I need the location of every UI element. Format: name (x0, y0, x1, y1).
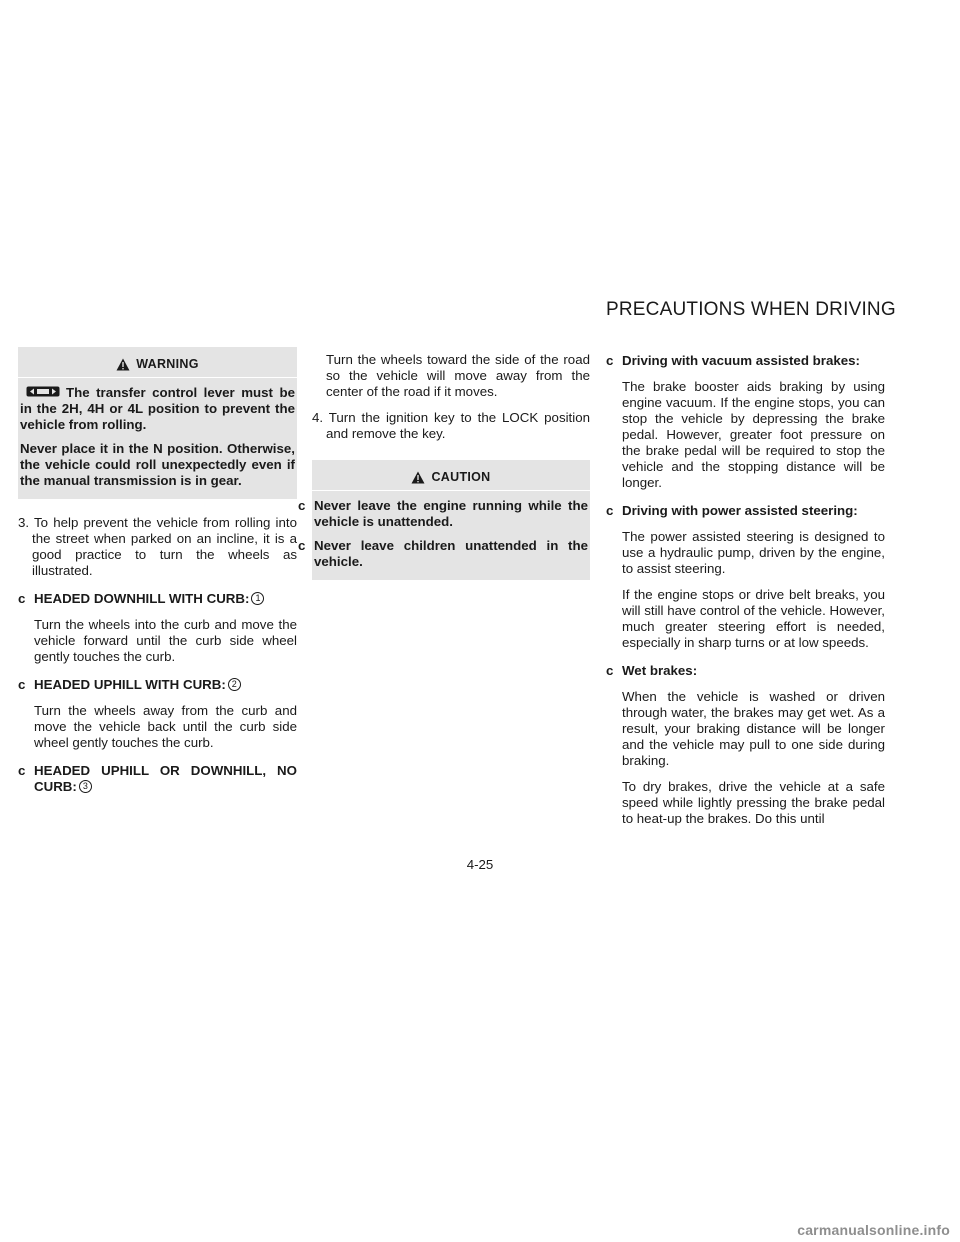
vacuum-brakes-heading (606, 353, 885, 369)
warning-triangle-icon (116, 358, 130, 371)
column-right (606, 347, 885, 827)
vacuum-brakes-title: Driving with vacuum assisted brakes: (622, 353, 860, 368)
vacuum-brakes-text: The brake booster aids braking by using engine vacuum. If the engine stops, you can stop the vehicle by depressing the brake pedal. However, greater foot pressure on the brake pedal will be required to stop the vehicle and the stopping distance will be longer. (622, 379, 885, 490)
power-steering-text-1: The power assisted steering is designed to use a hydraulic pump, driven by the engine, to assist steering. (622, 529, 885, 576)
4x4-badge-icon (26, 386, 60, 397)
ref-circle-1: 1 (251, 592, 264, 605)
bullet-mark: c (18, 677, 26, 692)
no-curb-heading (18, 763, 297, 795)
caution-item-1 (298, 498, 590, 530)
step-4-number: 4. (312, 410, 324, 425)
bullet-mark: c (606, 663, 614, 678)
step-3-text: To help prevent the vehicle from rolling into the street when parked on an incline, it is a good practice to turn the wheels as illustrated. (32, 515, 297, 578)
no-curb-text: Turn the wheels toward the side of the road so the vehicle will move away from the center of the road if it moves. (326, 352, 590, 399)
warning-text-2: Never place it in the N position. Otherwise, the vehicle could roll unexpectedly even if the manual transmission is in gear. (20, 441, 295, 488)
bullet-mark: c (18, 591, 26, 606)
downhill-curb-title: HEADED DOWNHILL WITH CURB: (34, 591, 250, 606)
caution-item-1-text: Never leave the engine running while the vehicle is unattended. (314, 498, 588, 529)
power-steering-text-2: If the engine stops or drive belt breaks, you will still have control of the vehicle. However, much greater steering effort is needed, especially in sharp turns or at low speeds. (622, 587, 885, 650)
power-steering-title: Driving with power assisted steering: (622, 503, 858, 518)
ref-circle-2: 2 (228, 678, 241, 691)
bullet-mark: c (606, 503, 614, 518)
section-heading: PRECAUTIONS WHEN DRIVING (606, 299, 896, 320)
warning-box (18, 347, 297, 499)
step-3 (18, 515, 297, 579)
wet-brakes-text-2: To dry brakes, drive the vehicle at a safe speed while lightly pressing the brake pedal to heat-up the brakes. Do this until (622, 779, 885, 826)
caution-title: CAUTION (431, 470, 491, 484)
downhill-curb-heading (18, 591, 297, 607)
uphill-curb-title: HEADED UPHILL WITH CURB: (34, 677, 226, 692)
no-curb-title: HEADED UPHILL OR DOWNHILL, NO CURB: (34, 763, 297, 794)
wet-brakes-heading (606, 663, 885, 679)
column-middle (298, 347, 590, 580)
caution-item-2-text: Never leave children unattended in the vehicle. (314, 538, 588, 569)
caution-item-2 (298, 538, 590, 570)
caution-title-row (312, 470, 590, 491)
bullet-mark: c (606, 353, 614, 368)
warning-text-1 (18, 385, 297, 433)
column-left (18, 347, 297, 795)
step-3-number: 3. (18, 515, 30, 530)
warning-title-row (18, 357, 297, 378)
uphill-curb-heading (18, 677, 297, 693)
step-4-text: Turn the ignition key to the LOCK position and remove the key. (326, 410, 590, 441)
bullet-mark: c (18, 763, 26, 778)
wet-brakes-text-1: When the vehicle is washed or driven through water, the brakes may get wet. As a result, your braking distance will be longer and the vehicle may pull to one side during braking. (622, 689, 885, 768)
bullet-mark: c (298, 498, 306, 513)
warning-title: WARNING (136, 357, 199, 371)
downhill-curb-text: Turn the wheels into the curb and move the vehicle forward until the curb side wheel gently touches the curb. (34, 617, 297, 664)
wet-brakes-title: Wet brakes: (622, 663, 698, 678)
watermark: carmanualsonline.info (797, 1222, 950, 1238)
uphill-curb-text: Turn the wheels away from the curb and move the vehicle back until the curb side wheel gently touches the curb. (34, 703, 297, 750)
bullet-mark: c (298, 538, 306, 553)
page-number: 4-25 (466, 857, 494, 872)
power-steering-heading (606, 503, 885, 519)
warning-text-1-content: The transfer control lever must be in the 2H, 4H or 4L position to prevent the vehicle from rolling. (20, 385, 295, 432)
caution-triangle-icon (411, 471, 425, 484)
caution-box (298, 460, 590, 580)
ref-circle-3: 3 (79, 780, 92, 793)
step-4 (312, 410, 590, 442)
